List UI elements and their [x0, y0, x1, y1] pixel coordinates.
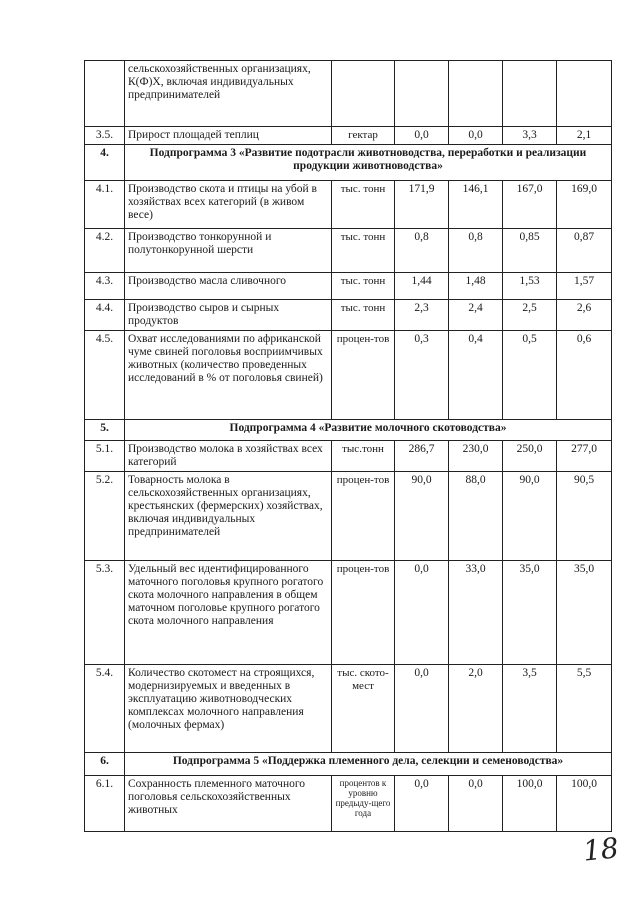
row-number: 4.1. — [85, 181, 125, 229]
value-cell: 88,0 — [449, 472, 503, 561]
subprogram-title: Подпрограмма 5 «Поддержка племенного дела, селекции и семеноводства» — [125, 753, 612, 776]
table-row — [85, 441, 612, 472]
value-cell: 90,0 — [395, 472, 449, 561]
value-cell: 0,0 — [395, 665, 449, 753]
value-cell: 5,5 — [557, 665, 612, 753]
table-row — [85, 776, 612, 832]
indicator-name: Прирост площадей теплиц — [125, 127, 332, 145]
value-cell: 230,0 — [449, 441, 503, 472]
value-cell: 0,8 — [449, 229, 503, 273]
value-cell: 0,0 — [395, 776, 449, 832]
subprogram-title: Подпрограмма 3 «Развитие подотрасли животноводства, переработки и реализации продукции животноводства» — [125, 145, 612, 181]
indicator-name: Товарность молока в сельскохозяйственных организациях, крестьянских (фермерских) хозяйствах, включая индивидуальных предпринимателей — [125, 472, 332, 561]
row-number: 5. — [85, 420, 125, 441]
indicator-name: Охват исследованиями по африканской чуме свиней поголовья восприимчивых животных (количество проведенных исследований в % от поголовья свиней) — [125, 331, 332, 420]
unit-cell: тыс. тонн — [332, 229, 395, 273]
indicator-name: Сохранность племенного маточного поголовья сельскохозяйственных животных — [125, 776, 332, 832]
row-number: 4.4. — [85, 300, 125, 331]
unit-cell: гектар — [332, 127, 395, 145]
indicator-name: Производство тонкорунной и полутонкорунной шерсти — [125, 229, 332, 273]
value-cell: 2,4 — [449, 300, 503, 331]
indicator-name: Производство скота и птицы на убой в хозяйствах всех категорий (в живом весе) — [125, 181, 332, 229]
value-cell: 90,5 — [557, 472, 612, 561]
indicator-name: сельскохозяйственных организациях, К(Ф)Х, включая индивидуальных предпринимателей — [125, 61, 332, 127]
value-cell: 0,6 — [557, 331, 612, 420]
table-row — [85, 665, 612, 753]
value-cell: 2,0 — [449, 665, 503, 753]
row-number: 5.2. — [85, 472, 125, 561]
row-number: 5.3. — [85, 561, 125, 665]
value-cell: 1,48 — [449, 273, 503, 300]
value-cell: 0,0 — [395, 561, 449, 665]
unit-cell: тыс. тонн — [332, 300, 395, 331]
value-cell: 2,3 — [395, 300, 449, 331]
unit-cell: процентов к уровню предыду-щего года — [332, 776, 395, 832]
value-cell — [503, 61, 557, 127]
value-cell — [449, 61, 503, 127]
row-number: 6. — [85, 753, 125, 776]
subprogram-header-row — [85, 420, 612, 441]
value-cell: 0,3 — [395, 331, 449, 420]
table-row — [85, 331, 612, 420]
row-number — [85, 61, 125, 127]
table-row — [85, 229, 612, 273]
row-number: 4. — [85, 145, 125, 181]
value-cell: 1,53 — [503, 273, 557, 300]
row-number: 6.1. — [85, 776, 125, 832]
row-number: 4.2. — [85, 229, 125, 273]
unit-cell: процен-тов — [332, 331, 395, 420]
table-row — [85, 300, 612, 331]
row-number: 4.5. — [85, 331, 125, 420]
unit-cell: тыс.тонн — [332, 441, 395, 472]
value-cell: 100,0 — [503, 776, 557, 832]
value-cell: 0,5 — [503, 331, 557, 420]
table-row — [85, 181, 612, 229]
indicator-name: Удельный вес идентифицированного маточного поголовья крупного рогатого скота молочного направления в общем маточном поголовье крупного рогатого скота молочного направления — [125, 561, 332, 665]
value-cell: 0,85 — [503, 229, 557, 273]
value-cell: 0,0 — [449, 776, 503, 832]
unit-cell: тыс. тонн — [332, 273, 395, 300]
unit-cell: тыс. тонн — [332, 181, 395, 229]
row-number: 5.4. — [85, 665, 125, 753]
indicator-name: Производство масла сливочного — [125, 273, 332, 300]
value-cell: 3,3 — [503, 127, 557, 145]
value-cell: 171,9 — [395, 181, 449, 229]
unit-cell: тыс. ското-мест — [332, 665, 395, 753]
unit-cell — [332, 61, 395, 127]
indicator-name: Производство молока в хозяйствах всех категорий — [125, 441, 332, 472]
value-cell: 90,0 — [503, 472, 557, 561]
value-cell: 277,0 — [557, 441, 612, 472]
indicator-name: Количество скотомест на строящихся, модернизируемых и введенных в эксплуатацию животноводческих комплексах молочного направления (молочных фермах) — [125, 665, 332, 753]
table-row — [85, 561, 612, 665]
table-row — [85, 273, 612, 300]
value-cell — [395, 61, 449, 127]
row-number: 5.1. — [85, 441, 125, 472]
subprogram-title: Подпрограмма 4 «Развитие молочного скотоводства» — [125, 420, 612, 441]
table-row — [85, 61, 612, 127]
indicators-table — [84, 60, 612, 832]
value-cell: 0,87 — [557, 229, 612, 273]
unit-cell: процен-тов — [332, 472, 395, 561]
indicator-name: Производство сыров и сырных продуктов — [125, 300, 332, 331]
value-cell: 2,5 — [503, 300, 557, 331]
value-cell: 167,0 — [503, 181, 557, 229]
value-cell — [557, 61, 612, 127]
value-cell: 169,0 — [557, 181, 612, 229]
value-cell: 35,0 — [557, 561, 612, 665]
value-cell: 0,0 — [449, 127, 503, 145]
value-cell: 2,6 — [557, 300, 612, 331]
value-cell: 1,44 — [395, 273, 449, 300]
table-row — [85, 472, 612, 561]
unit-cell: процен-тов — [332, 561, 395, 665]
value-cell: 146,1 — [449, 181, 503, 229]
subprogram-header-row — [85, 753, 612, 776]
value-cell: 0,8 — [395, 229, 449, 273]
value-cell: 100,0 — [557, 776, 612, 832]
value-cell: 35,0 — [503, 561, 557, 665]
table-row — [85, 127, 612, 145]
value-cell: 33,0 — [449, 561, 503, 665]
value-cell: 0,0 — [395, 127, 449, 145]
row-number: 4.3. — [85, 273, 125, 300]
subprogram-header-row — [85, 145, 612, 181]
row-number: 3.5. — [85, 127, 125, 145]
value-cell: 3,5 — [503, 665, 557, 753]
value-cell: 2,1 — [557, 127, 612, 145]
page-number: 18 — [581, 831, 621, 868]
value-cell: 1,57 — [557, 273, 612, 300]
value-cell: 0,4 — [449, 331, 503, 420]
value-cell: 286,7 — [395, 441, 449, 472]
value-cell: 250,0 — [503, 441, 557, 472]
